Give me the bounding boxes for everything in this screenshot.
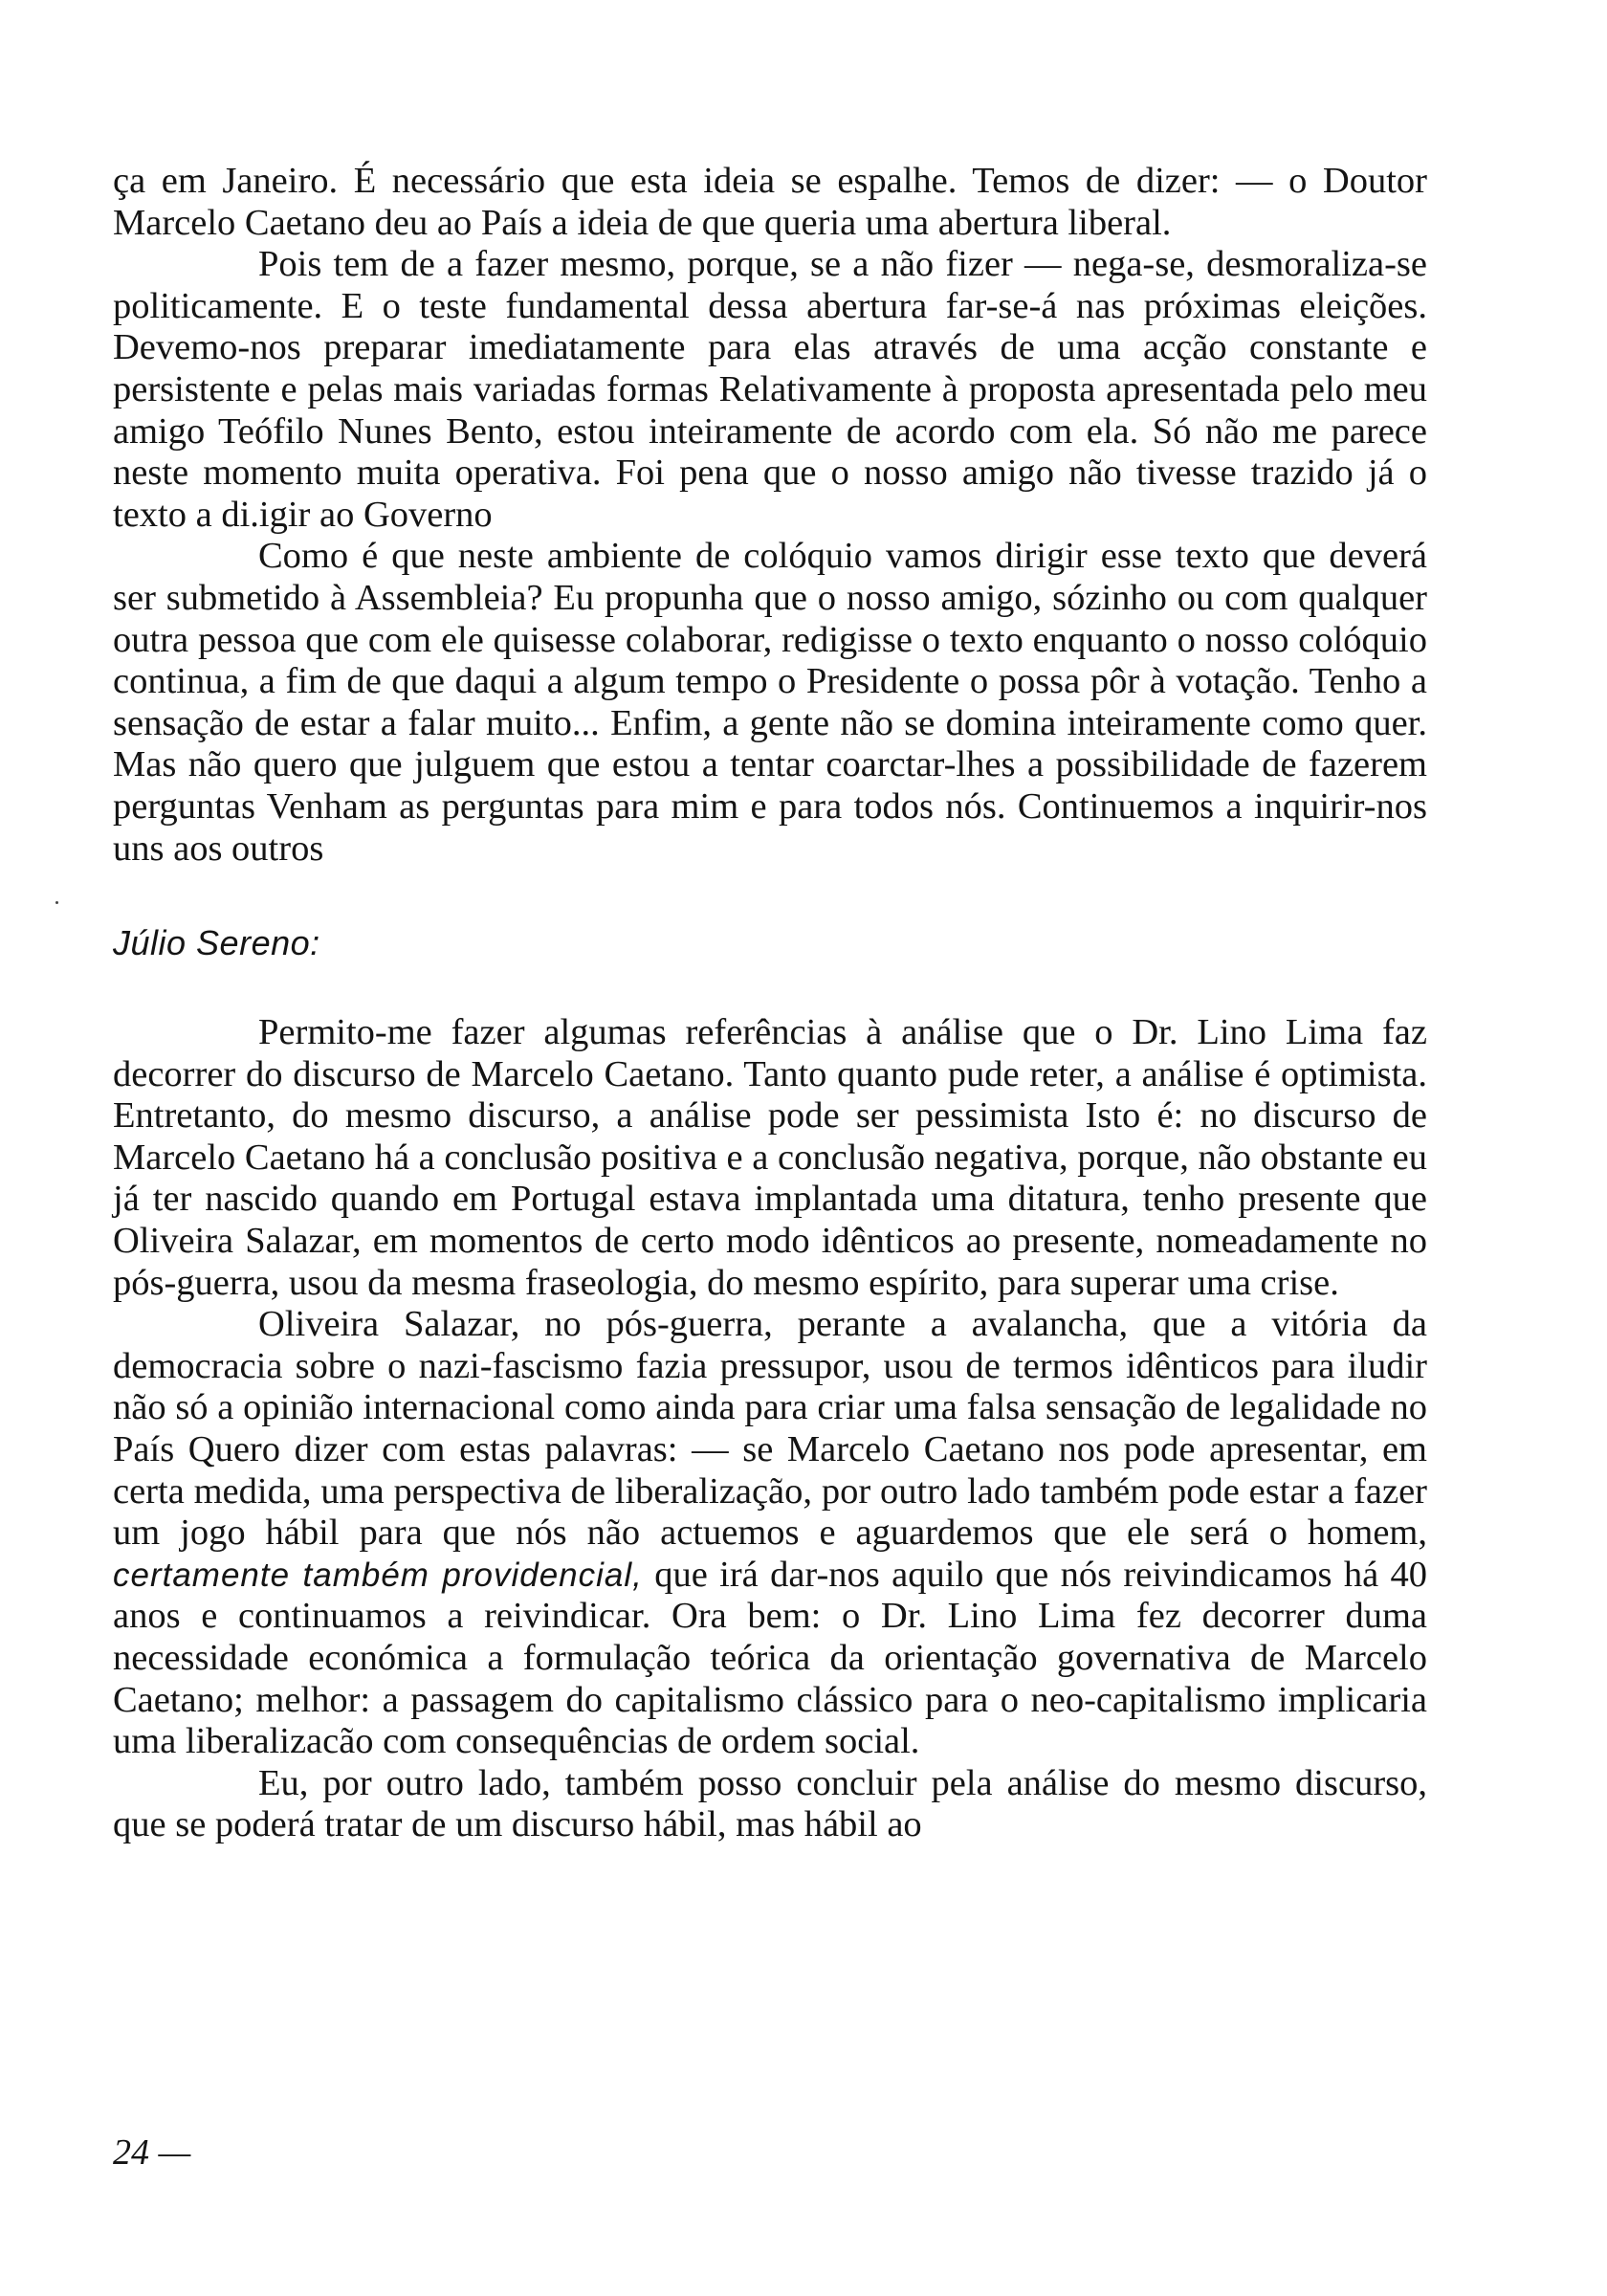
page-number: 24 — [113,2132,191,2173]
paragraph-salazar-text-1: Oliveira Salazar, no pós-guerra, perante a avalancha, que a vitória da democracia sobre o nazi-fascismo fazia pressupor, usou de termos idênticos para iludir não só a opinião internacional como ainda para criar uma falsa sensação de legalidade no País Quero dizer com estas palavras: — se Marcelo Caetano nos pode apresentar, em certa medida, uma perspectiva de liberalização, por outro lado também pode estar a fazer um jogo hábil para que nós não actuemos e aguardemos que ele será o homem, [113,1304,1427,1554]
speaker-heading: Júlio Sereno: [113,923,320,963]
emphasis-providencial: certamente também providencial, [113,1556,643,1594]
scan-speck [55,901,58,904]
paragraph-continuation: ça em Janeiro. É necessário que esta ideia se espalhe. Temos de dizer: — o Doutor Marcelo Caetano deu ao País a ideia de que queria uma abertura liberal. [113,161,1427,243]
paragraph-salazar [113,1304,1427,1763]
paragraph-coloquio: Como é que neste ambiente de colóquio vamos dirigir esse texto que deverá ser submetido à Assembleia? Eu propunha que o nosso amigo, sózinho ou com qualquer outra pessoa que com ele quisesse colaborar, redigisse o texto enquanto o nosso colóquio continua, a fim de que daqui a algum tempo o Presidente o possa pôr à votação. Tenho a sensação de estar a falar muito... Enfim, a gente não se domina inteiramente como quer. Mas não quero que julguem que estou a tentar coarctar-lhes a possibilidade de fazerem perguntas Venham as perguntas para mim e para todos nós. Continuemos a inquirir-nos uns aos outros [113,536,1427,869]
paragraph-analise: Permito-me fazer algumas referências à análise que o Dr. Lino Lima faz decorrer do discurso de Marcelo Caetano. Tanto quanto pude reter, a análise é optimista. Entretanto, do mesmo discurso, a análise pode ser pessimista Isto é: no discurso de Marcelo Caetano há a conclusão positiva e a conclusão negativa, porque, não obstante eu já ter nascido quando em Portugal estava implantada uma ditatura, tenho presente que Oliveira Salazar, em momentos de certo modo idênticos ao presente, nomeadamente no pós-guerra, usou da mesma fraseologia, do mesmo espírito, para superar uma crise. [113,1012,1427,1303]
paragraph-abertura: Pois tem de a fazer mesmo, porque, se a não fizer — nega-se, desmoraliza-se politicamente. E o teste fundamental dessa abertura far-se-á nas próximas eleições. Devemo-nos preparar imediatamente para elas através de uma acção constante e persistente e pelas mais variadas formas Relativamente à proposta apresentada pelo meu amigo Teófilo Nunes Bento, estou inteiramente de acordo com ela. Só não me parece neste momento muita operativa. Foi pena que o nosso amigo não tivesse trazido já o texto a di.igir ao Governo [113,244,1427,535]
paragraph-salazar-text-2: que irá dar-nos aquilo que nós reivindicamos há 40 anos e continuamos a reivindicar. Ora bem: o Dr. Lino Lima fez decorrer duma necessidade económica a formulação teórica da orientação governativa de Marcelo Caetano; melhor: a passagem do capitalismo clássico para o neo-capitalismo implicaria uma liberalizacão com consequências de ordem social. [113,1554,1428,1762]
page-body [113,161,1427,1846]
paragraph-conclusao: Eu, por outro lado, também posso concluir pela análise do mesmo discurso, que se poderá tratar de um discurso hábil, mas hábil ao [113,1762,1427,1845]
